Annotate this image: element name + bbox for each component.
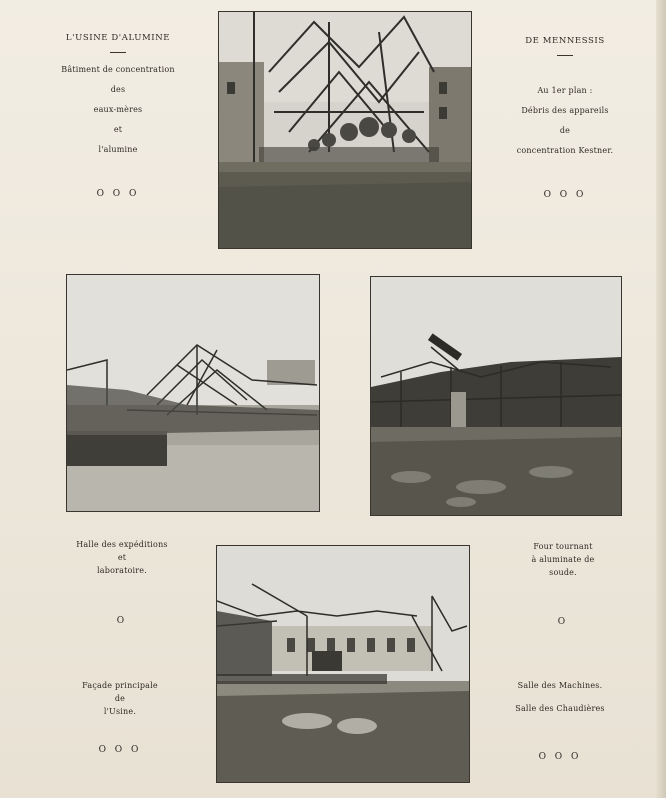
caption-line: et	[113, 125, 123, 134]
photo-main-facade	[216, 545, 470, 783]
photo-rotary-kiln	[370, 276, 622, 516]
caption-line: l'alumine	[98, 145, 138, 154]
caption-bottom-left	[60, 679, 180, 757]
ornament-dots: O	[116, 616, 128, 626]
photo-shipping-hall	[66, 274, 320, 512]
caption-line: Façade principale	[82, 681, 158, 690]
title-rule	[110, 52, 126, 53]
caption-line: de	[559, 126, 571, 135]
ornament-dots: O O O	[538, 752, 582, 762]
photo-concentration-building	[218, 11, 472, 249]
caption-middle-right	[503, 540, 623, 629]
caption-line: Bâtiment de concentration	[61, 65, 175, 74]
caption-title-right: DE MENNESSIS	[525, 36, 605, 46]
caption-line: Four tournant	[533, 542, 593, 551]
caption-bottom-right	[500, 679, 620, 764]
caption-line: de	[114, 694, 126, 703]
caption-line: Débris des appareils	[521, 106, 609, 115]
ornament-dots: O O O	[98, 745, 142, 755]
caption-line: soude.	[549, 568, 577, 577]
ornament-dots: O	[557, 617, 569, 627]
caption-line: concentration Kestner.	[516, 146, 614, 155]
page-edge	[656, 0, 666, 798]
caption-line: eaux-mères	[93, 105, 143, 114]
ornament-dots: O O O	[543, 190, 587, 200]
caption-line: et	[117, 553, 127, 562]
caption-top-left	[58, 32, 178, 201]
caption-line: Salle des Machines.	[517, 681, 603, 690]
caption-top-right	[505, 35, 625, 202]
ornament-dots: O O O	[96, 189, 140, 199]
caption-line: laboratoire.	[97, 566, 147, 575]
caption-line: Halle des expéditions	[76, 540, 168, 549]
caption-line: Au 1er plan :	[537, 86, 593, 95]
caption-line: Salle des Chaudières	[515, 704, 605, 713]
caption-line: des	[110, 85, 126, 94]
caption-title-left: L'USINE D'ALUMINE	[65, 33, 171, 43]
title-rule	[557, 55, 573, 56]
caption-middle-left	[62, 538, 182, 628]
caption-line: à aluminate de	[531, 555, 595, 564]
caption-line: l'Usine.	[103, 707, 137, 716]
